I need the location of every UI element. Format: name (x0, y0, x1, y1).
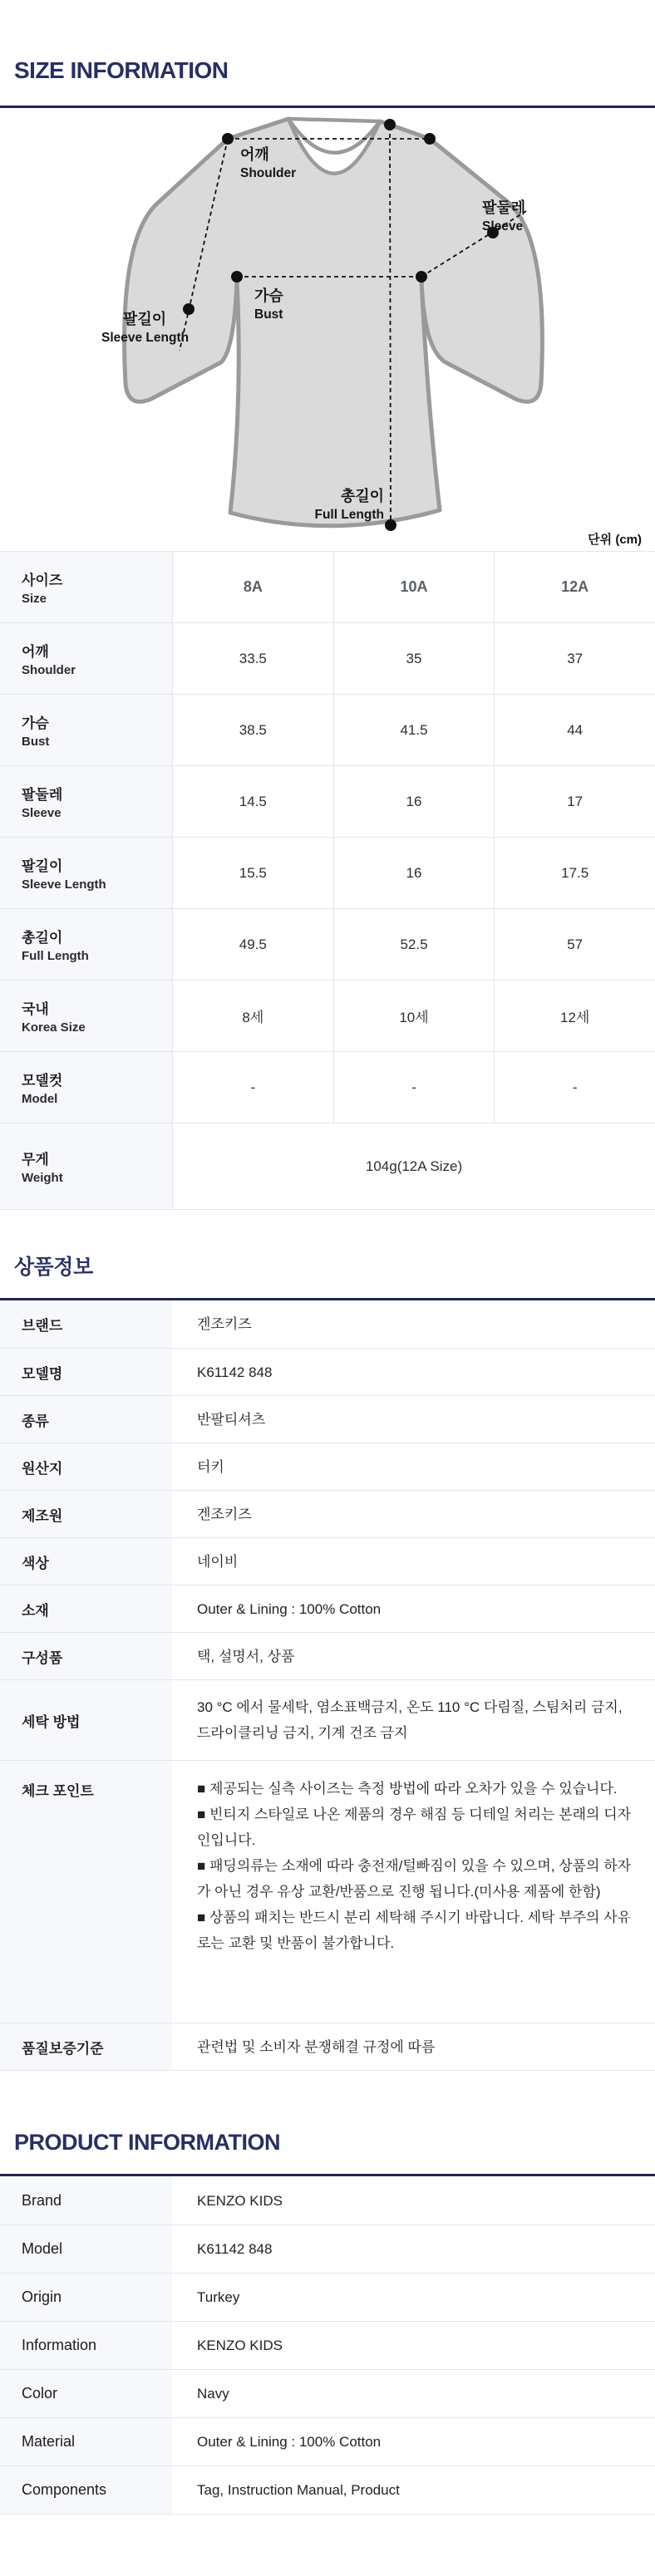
cell-value: 17.5 (494, 838, 655, 908)
table-row-maker-kr: 제조원 겐조키즈 (0, 1490, 655, 1537)
tshirt-body-shape (125, 119, 543, 526)
table-row-sleeve (0, 765, 655, 837)
kr-info-header (0, 1210, 655, 1300)
size-table-header-row (0, 551, 655, 622)
sleeve-label-kr: 팔둘레 (482, 199, 526, 216)
table-row-components-kr: 구성품 택, 설명서, 상품 (0, 1632, 655, 1679)
size-col-12a: 12A (494, 552, 655, 622)
table-row-korea-size (0, 980, 655, 1051)
en-info-table (0, 2176, 655, 2515)
cell-value: - (333, 1052, 495, 1123)
table-row-sleeve-length (0, 837, 655, 908)
table-row-model: Model K61142 848 (0, 2225, 655, 2273)
bust-label-en: Bust (254, 307, 283, 322)
size-information-title: SIZE INFORMATION (14, 57, 229, 83)
size-col-8a: 8A (172, 552, 333, 622)
table-row-information: Information KENZO KIDS (0, 2321, 655, 2369)
table-row-material-kr: 소재 Outer & Lining : 100% Cotton (0, 1585, 655, 1632)
table-row-full-length (0, 908, 655, 980)
full-length-label-kr: 총길이 (340, 488, 384, 504)
table-row-color-kr: 색상 네이비 (0, 1537, 655, 1585)
check-point-text (172, 1761, 655, 2023)
unit-label: 단위 (cm) (588, 533, 642, 547)
bust-left-dot (231, 271, 243, 283)
bust-label-kr: 가슴 (254, 288, 283, 304)
table-row-material: Material Outer & Lining : 100% Cotton (0, 2417, 655, 2465)
table-row-washing: 세탁 방법 30 °C 에서 물세탁, 염소표백금지, 온도 110 °C 다림질, 스팀처리 금지, 드라이클리닝 금지, 기계 건조 금지 (0, 1679, 655, 1760)
tshirt-measurement-diagram (0, 108, 655, 551)
table-row-origin-kr: 원산지 터키 (0, 1443, 655, 1490)
full-length-label-en: Full Length (314, 508, 384, 522)
sleeve-length-dot (183, 303, 195, 315)
row-label: 무게 Weight (0, 1123, 172, 1209)
bust-right-dot (416, 271, 427, 283)
neck-dot (384, 119, 396, 130)
check-line: ■ 상품의 패치는 반드시 분리 세탁해 주시기 바랍니다. 세탁 부주의 사유로는 교환 및 반품이 불가합니다. (197, 1910, 632, 1951)
table-row-bust (0, 694, 655, 765)
cell-value: 16 (333, 838, 495, 908)
shoulder-left-dot (222, 133, 234, 145)
cell-value: 8세 (172, 981, 333, 1051)
cell-value: 16 (333, 766, 495, 837)
check-line: ■ 제공되는 실측 사이즈는 측정 방법에 따라 오차가 있을 수 있습니다. (197, 1781, 618, 1797)
row-label: 사이즈 Size (0, 552, 172, 622)
row-label: 모델컷 Model (0, 1052, 172, 1123)
table-row-brand-kr: 브랜드 겐조키즈 (0, 1300, 655, 1348)
cell-value: - (494, 1052, 655, 1123)
cell-value: 38.5 (172, 695, 333, 765)
row-label: 팔둘레 Sleeve (0, 766, 172, 837)
table-row-type-kr: 종류 반팔티셔츠 (0, 1395, 655, 1443)
cell-value: 52.5 (333, 909, 495, 980)
shoulder-right-dot (424, 133, 436, 145)
cell-value: 37 (494, 623, 655, 694)
row-label: 가슴 Bust (0, 695, 172, 765)
table-row-warranty: 품질보증기준 관련법 및 소비자 분쟁해결 규정에 따름 (0, 2023, 655, 2070)
shoulder-label-kr: 어깨 (240, 146, 269, 163)
table-row-origin: Origin Turkey (0, 2273, 655, 2321)
size-information-header (0, 0, 655, 108)
row-label: 팔길이 Sleeve Length (0, 838, 172, 908)
table-row-model-kr: 모델명 K61142 848 (0, 1348, 655, 1395)
weight-value: 104g(12A Size) (172, 1123, 655, 1209)
check-line: ■ 빈티지 스타일로 나온 제품의 경우 해짐 등 디테일 처리는 본래의 디자인입니다. (197, 1807, 632, 1848)
table-row-color: Color Navy (0, 2369, 655, 2417)
table-row-check-point: 체크 포인트 ■ 제공되는 실측 사이즈는 측정 방법에 따라 오차가 있을 수 있습니다. ■ 빈티지 스타일로 나온 제품의 경우 해짐 등 디테일 처리는 본래의 디자인입니다. ■ 패딩의류는 소재에 따라 충전재/털빠짐이 있을 수 있으며, 상품의 하자가 아닌 경우 유상 교환/반품으로 진행 됩니다.(미사용 제품에 한함) ■ 상품의 패치는 반드시 분리 세탁해 주시기 바랍니다. 세탁 부주의 사유로는 교환 및 반품이 불가합니다. (0, 1760, 655, 2023)
row-label: 국내 Korea Size (0, 981, 172, 1051)
cell-value: 14.5 (172, 766, 333, 837)
en-info-header (0, 2071, 655, 2176)
table-row-components: Components Tag, Instruction Manual, Product (0, 2465, 655, 2514)
sleeve-length-label-kr: 팔길이 (123, 311, 167, 327)
sleeve-length-label-en: Sleeve Length (101, 331, 190, 345)
kr-info-title: 상품정보 (14, 1256, 93, 1279)
cell-value: 57 (494, 909, 655, 980)
table-row-brand: Brand KENZO KIDS (0, 2176, 655, 2225)
tshirt-diagram-svg (0, 108, 655, 551)
cell-value: - (172, 1052, 333, 1123)
row-label: 어깨 Shoulder (0, 623, 172, 694)
table-row-model (0, 1051, 655, 1123)
check-line: ■ 패딩의류는 소재에 따라 충전재/털빠짐이 있을 수 있으며, 상품의 하자가 아닌 경우 유상 교환/반품으로 진행 됩니다.(미사용 제품에 한함) (197, 1858, 632, 1900)
en-info-title: PRODUCT INFORMATION (14, 2130, 280, 2155)
cell-value: 35 (333, 623, 495, 694)
cell-value: 33.5 (172, 623, 333, 694)
sleeve-label-en: Sleeve (482, 219, 524, 234)
kr-info-table (0, 1300, 655, 2071)
row-label: 총길이 Full Length (0, 909, 172, 980)
cell-value: 17 (494, 766, 655, 837)
size-table (0, 551, 655, 1210)
table-row-shoulder (0, 622, 655, 694)
cell-value: 15.5 (172, 838, 333, 908)
shoulder-label-en: Shoulder (240, 166, 297, 180)
table-row-weight (0, 1123, 655, 1209)
hem-dot (385, 519, 396, 531)
cell-value: 12세 (494, 981, 655, 1051)
cell-value: 44 (494, 695, 655, 765)
size-col-10a: 10A (333, 552, 495, 622)
cell-value: 49.5 (172, 909, 333, 980)
cell-value: 10세 (333, 981, 495, 1051)
cell-value: 41.5 (333, 695, 495, 765)
